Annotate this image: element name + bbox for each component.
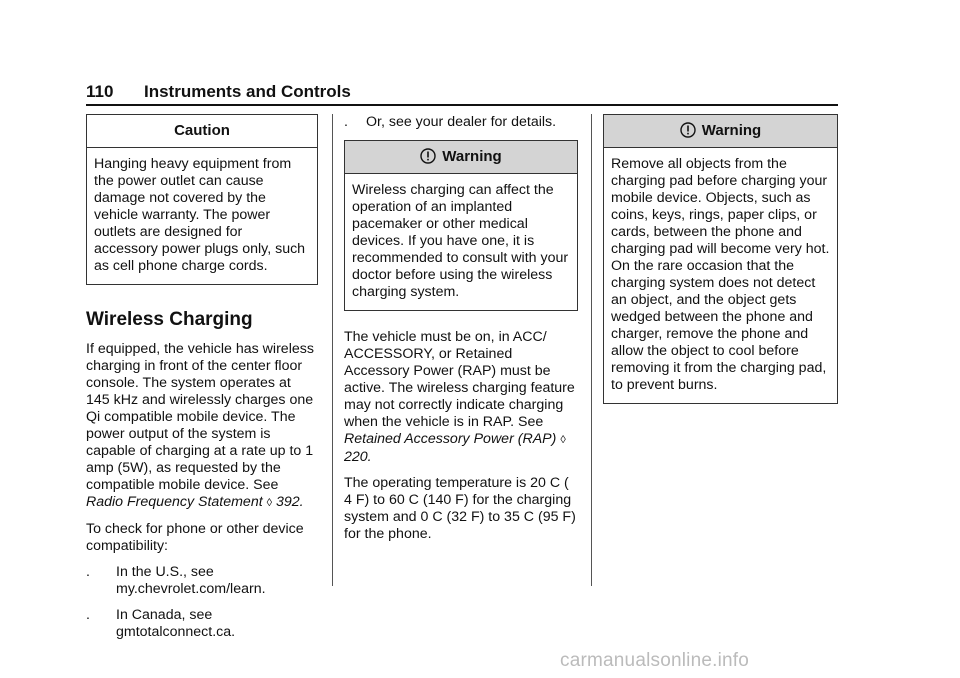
page-header [86,82,838,106]
rap-text: The vehicle must be on, in ACC/ ACCESSORY, or Retained Accessory Power (RAP) must be active. The wireless charging feature may not correctly indicate charging when the vehicle is in RAP. See [344,329,575,430]
compatibility-paragraph: To check for phone or other device compatibility: [86,521,304,554]
list-item [86,607,318,641]
bullet-dot: . [344,114,348,130]
temperature-paragraph: The operating temperature is 20 C ( 4 F) to 60 C (140 F) for the charging system and 0 C (32 F) to 35 C (95 F) for the phone. [344,475,576,542]
column-divider [332,114,333,586]
wireless-charging-heading: Wireless Charging [86,309,253,330]
list-item [344,114,578,131]
wireless-intro-text: If equipped, the vehicle has wireless charging in front of the center floor console. The system operates at 145 kHz and wirelessly charges one Qi compatible mobile device. The power output of the system is capable of charging at a rate up to 1 amp (5W), as requested by the compatible mobile device. See [86,341,314,493]
watermark-text: carmanualsonline.info [560,650,750,671]
column-1 [86,114,318,650]
bullet-dot: . [86,607,90,623]
warning-body: Wireless charging can affect the operation of an implanted pacemaker or other medical devices. If you have one, it is recommended to consult with your doctor before using the wireless charging system. [352,182,569,300]
warning-box-objects [603,114,838,404]
bullet-dot: . [86,564,90,580]
warning-box-pacemaker [344,140,578,311]
column-divider [591,114,592,586]
radio-frequency-ref-link[interactable]: Radio Frequency Statement ◊ 392. [86,494,304,510]
column-2 [344,114,578,552]
warning-icon [680,122,696,138]
caution-box [86,114,318,285]
rap-ref-link[interactable]: Retained Accessory Power (RAP) ◊ 220. [344,431,566,465]
warning-body: Remove all objects from the charging pad before charging your mobile device. Objects, such as coins, keys, rings, paper clips, or cards, between the phone and charging pad will become very hot. On the rare occasion that the charging system does not detect an object, and the object gets wedged between the phone and charger, remove the phone and allow the object to cool before removing it from the charging pad, to prevent burns. [611,156,830,393]
column-3 [603,114,838,404]
warning-title: Warning [345,141,577,174]
warning-title: Warning [604,115,837,148]
bullet-text-canada: In Canada, see gmtotalconnect.ca. [116,607,236,640]
warning-icon [420,148,436,164]
list-item [86,564,318,598]
wireless-intro-paragraph [86,341,318,512]
caution-title: Caution [87,115,317,148]
page-ref-icon: ◊ [266,497,273,509]
page-number: 110 [86,82,114,101]
section-title: Instruments and Controls [144,82,351,101]
page-ref-icon: ◊ [560,434,566,446]
caution-body: Hanging heavy equipment from the power outlet can cause damage not covered by the vehicle warranty. The power outlets are designed for accessory power plugs only, such as cell phone charge cords. [94,156,306,274]
bullet-text-dealer: Or, see your dealer for details. [366,114,557,130]
bullet-text-us: In the U.S., see my.chevrolet.com/learn. [116,564,266,597]
rap-paragraph [344,329,578,466]
